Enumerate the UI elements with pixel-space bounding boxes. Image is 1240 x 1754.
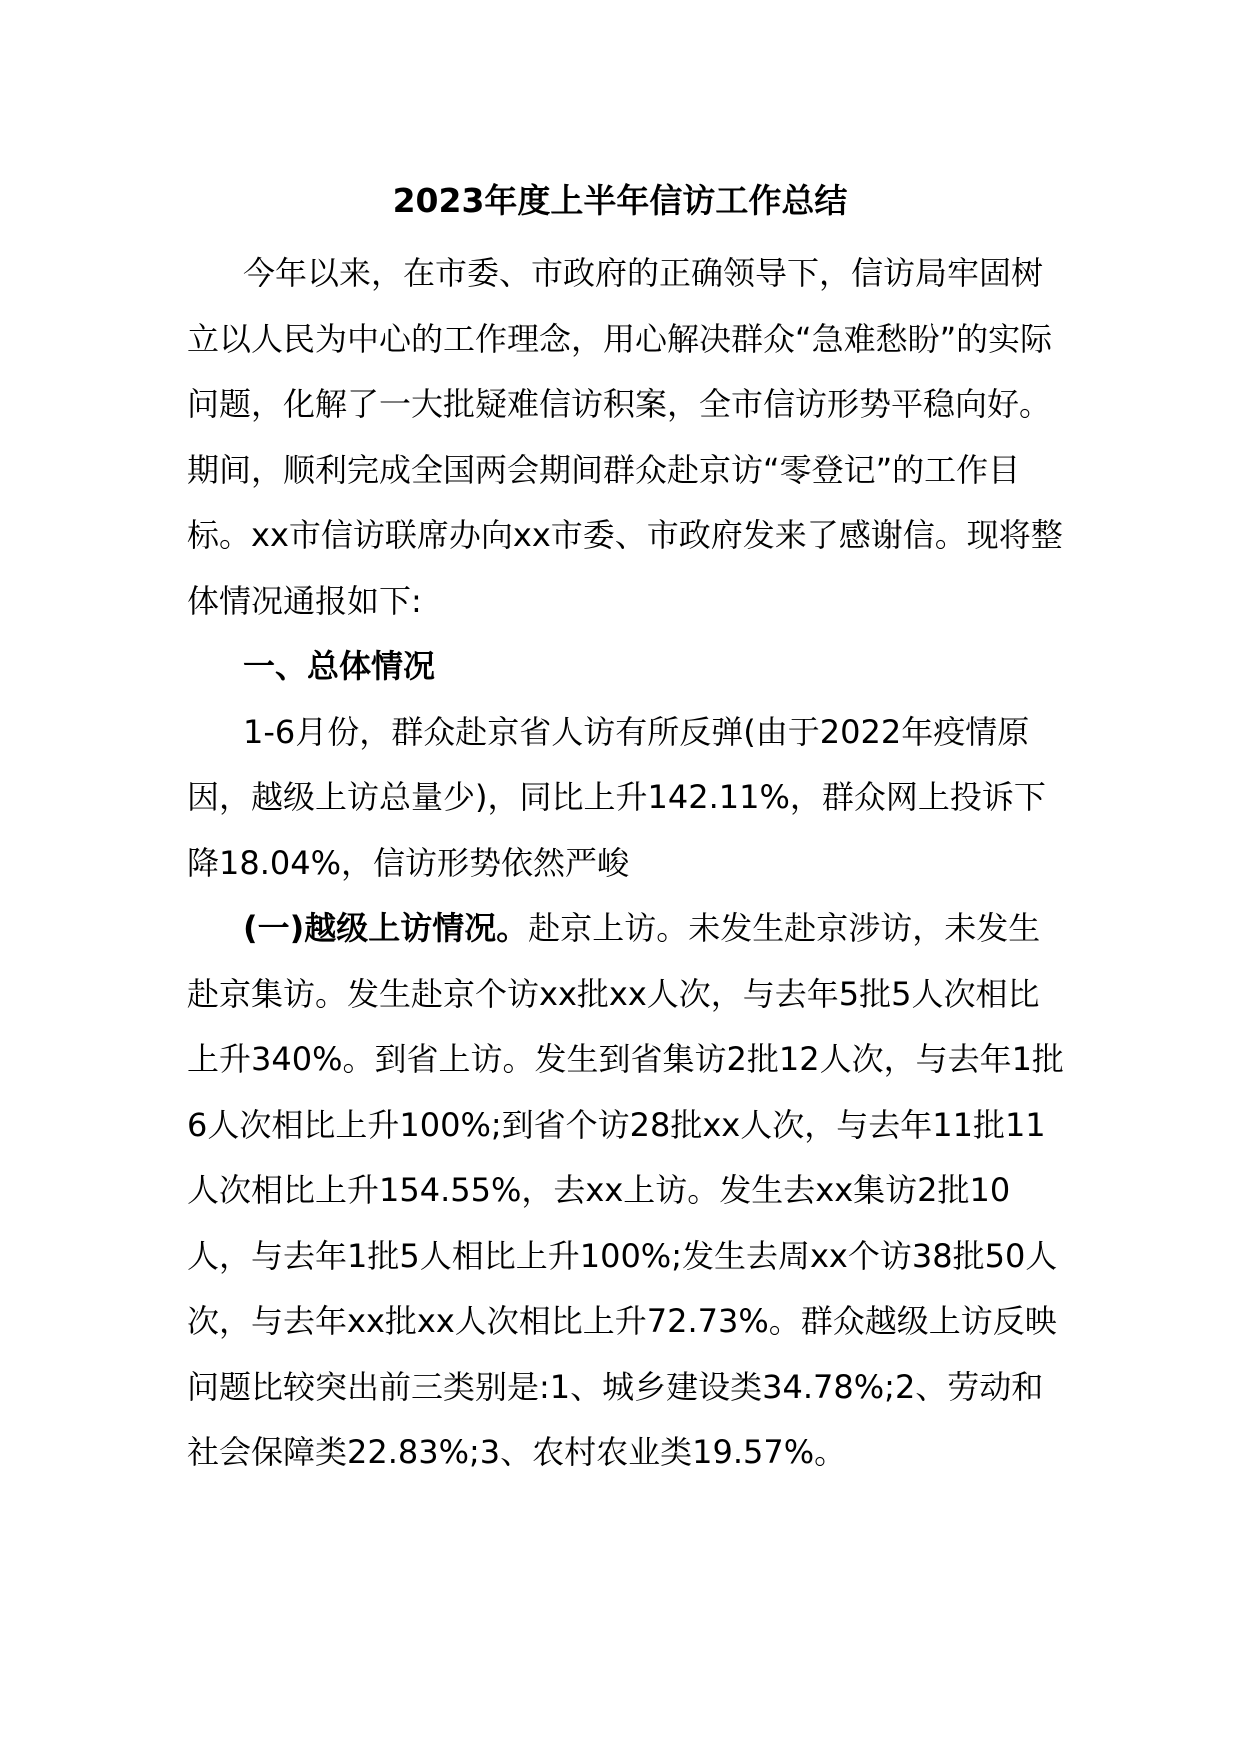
intro-paragraph: 今年以来，在市委、市政府的正确领导下，信访局牢固树立以人民为中心的工作理念，用心解决群众“急难愁盼”的实际问题，化解了一大批疑难信访积案，全市信访形势平稳向好。期间，顺利完成全国两会期间群众赴京访“零登记”的工作目标。xx市信访联席办向xx市委、市政府发来了感谢信。现将整体情况通报如下: xyxy=(187,254,1063,620)
document-body xyxy=(187,241,1065,1486)
subsection-text: 赴京上访。未发生赴京涉访，未发生赴京集访。发生赴京个访xx批xx人次，与去年5批5人次相比上升340%。到省上访。发生到省集访2批12人次，与去年1批6人次相比上升100%;到省个访28批xx人次，与去年11批11人次相比上升154.55%，去xx上访。发生去xx集访2批10人，与去年1批5人相比上升100%;发生去周xx个访38批50人次，与去年xx批xx人次相比上升72.73%。群众越级上访反映问题比较突出前三类别是:1、城乡建设类34.78%;2、劳动和社会保障类22.83%;3、农村农业类19.57%。 xyxy=(187,909,1064,1471)
section-heading-overall: 一、总体情况 xyxy=(243,647,436,685)
overall-paragraph: 1-6月份，群众赴京省人访有所反弹(由于2022年疫情原因，越级上访总量少)，同比上升142.11%，群众网上投诉下降18.04%，信访形势依然严峻 xyxy=(187,712,1046,882)
subsection-heading: (一)越级上访情况。 xyxy=(243,909,529,947)
document-title: 2023年度上半年信访工作总结 xyxy=(392,181,848,220)
subsection-paragraph xyxy=(187,896,1065,1486)
